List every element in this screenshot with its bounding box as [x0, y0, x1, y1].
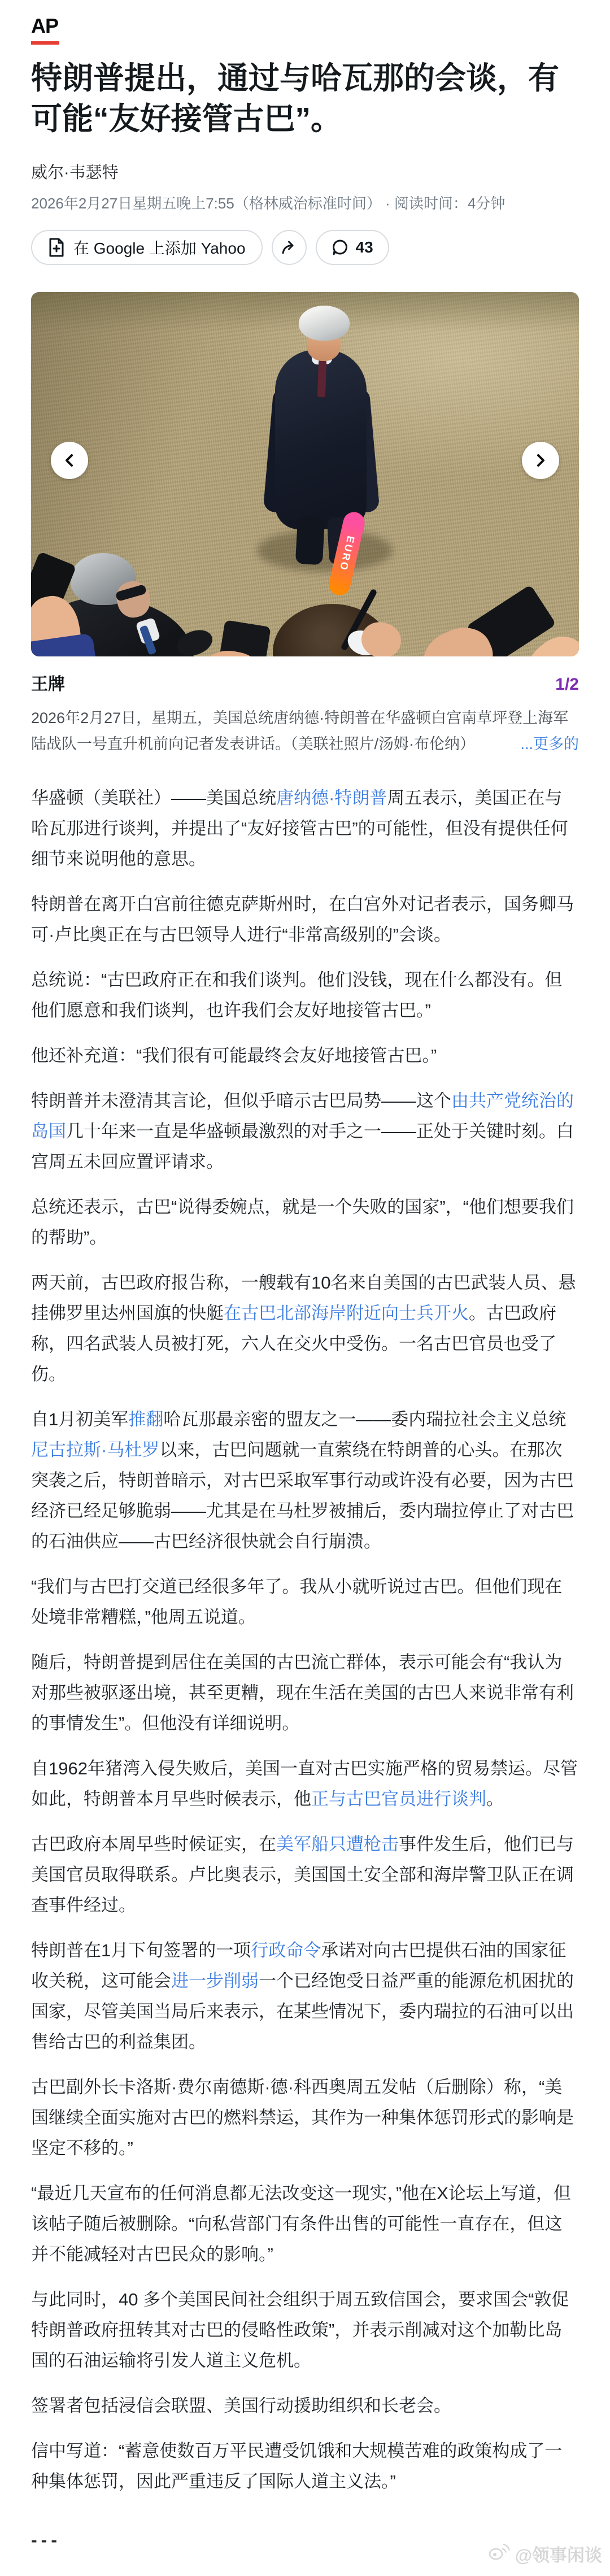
- comments-button[interactable]: [316, 230, 389, 265]
- inline-link[interactable]: 在古巴北部海岸附近向士兵开火: [224, 1303, 469, 1323]
- text-segment: 与此同时，40 多个美国民间社会组织于周五致信国会，要求国会“敦促特朗普政府扭转其对古巴的侵略性政策”，并表示削减对这个加勒比岛国的石油运输将引发人道主义危机。: [31, 2289, 569, 2370]
- add-to-google-button[interactable]: [31, 230, 263, 265]
- text-segment: 总统还表示，古巴“说得委婉点，就是一个失败的国家”，“他们想要我们的帮助”。: [31, 1196, 574, 1247]
- paragraph: [31, 1829, 579, 1921]
- text-segment: 周五表示，美国正在与哈瓦那进行谈判，并提出了“友好接管古巴”的可能性，但没有提供任何细节来说明他的意思。: [31, 787, 568, 869]
- inline-link[interactable]: 进一步削弱: [171, 1970, 259, 1991]
- paragraph: [31, 965, 579, 1026]
- paragraph: [31, 1192, 579, 1253]
- text-segment: 。古巴政府称，四名武装人员被打死，六人在交火中受伤。一名古巴官员也受了伤。: [31, 1303, 556, 1384]
- carousel-next-button[interactable]: [522, 442, 559, 479]
- mic-brand-label: EURO: [337, 534, 357, 573]
- text-segment: 自1月初美军: [31, 1409, 129, 1429]
- inline-link[interactable]: 由共产党统治的岛国: [31, 1090, 574, 1141]
- article-end-mark: ---: [31, 2529, 61, 2550]
- ap-logo-underline: [31, 41, 59, 45]
- inline-link[interactable]: 唐纳德·特朗普: [276, 787, 387, 808]
- action-bar: [31, 230, 579, 265]
- comments-count: 43: [355, 238, 373, 256]
- text-segment: 古巴政府本周早些时候证实，在: [31, 1834, 276, 1854]
- ap-logo: AP: [31, 14, 59, 37]
- text-segment: 总统说：“古巴政府正在和我们谈判。他们没钱，现在什么都没有。但他们愿意和我们谈判，也许我们会友好地接管古巴。”: [31, 969, 563, 1020]
- share-icon: [280, 239, 298, 256]
- paragraph: [31, 889, 579, 950]
- watermark-handle: @领事闲谈: [515, 2545, 602, 2565]
- paragraph: [31, 1268, 579, 1390]
- text-segment: 。: [486, 1789, 504, 1809]
- paragraph: [31, 1753, 579, 1814]
- paragraph: [31, 2391, 579, 2421]
- text-segment: “最近几天宣布的任何消息都无法改变这一现实，”他在X论坛上写道，但该帖子随后被删除。“向私营部门有条件出售的可能性一直存在，但这并不能减轻对古巴民众的影响。”: [31, 2183, 571, 2264]
- paragraph: [31, 1647, 579, 1739]
- inline-link[interactable]: 尼古拉斯·马杜罗: [31, 1439, 160, 1460]
- caption-header: [31, 670, 579, 695]
- article-body: [31, 783, 579, 2497]
- author-byline: 威尔·韦瑟特: [31, 163, 119, 182]
- share-button[interactable]: [272, 230, 307, 265]
- text-segment: 特朗普并未澄清其言论，但似乎暗示古巴局势——这个: [31, 1090, 451, 1111]
- add-to-google-label: 在 Google 上添加 Yahoo: [73, 239, 246, 257]
- text-segment: 承诺对向古巴提供石油的国家征收关税，这可能会: [31, 1940, 567, 1991]
- text-segment: 自1962年猪湾入侵失败后，美国一直对古巴实施严格的贸易禁运。尽管如此，特朗普本月早些时候表示，他: [31, 1758, 578, 1809]
- inline-link[interactable]: 行政命令: [251, 1940, 321, 1960]
- carousel-prev-button[interactable]: [51, 442, 88, 479]
- text-segment: 签署者包括浸信会联盟、美国行动援助组织和长老会。: [31, 2395, 451, 2416]
- text-segment: “我们与古巴打交道已经很多年了。我从小就听说过古巴。但他们现在处境非常糟糕，”他周五说道。: [31, 1576, 563, 1627]
- caption-title: 王牌: [31, 675, 65, 694]
- paragraph: [31, 1572, 579, 1633]
- comment-bubble-icon: [332, 239, 348, 256]
- paragraph: [31, 2072, 579, 2164]
- caption-text: 2026年2月27日，星期五，美国总统唐纳德·特朗普在华盛顿白宫南草坪登上海军陆战队一号直升机前向记者发表讲话。（美联社照片/汤姆·布伦纳）: [31, 709, 569, 752]
- page-title: 特朗普提出，通过与哈瓦那的会谈，有可能“友好接管古巴”。: [31, 60, 560, 136]
- date-readtime: 2026年2月27日星期五晚上7:55（格林威治标准时间） · 阅读时间：4分钟: [31, 194, 506, 212]
- paragraph: [31, 2178, 579, 2270]
- text-segment: 哈瓦那最亲密的盟友之一——委内瑞拉社会主义总统: [163, 1409, 567, 1429]
- paragraph: [31, 1086, 579, 1177]
- text-segment: 古巴副外长卡洛斯·费尔南德斯·德·科西奥周五发帖（后删除）称，“美国继续全面实施对古巴的燃料禁运，其作为一种集体惩罚形式的影响是坚定不移的。”: [31, 2077, 574, 2158]
- article-photo: [31, 292, 579, 656]
- text-segment: 信中写道：“蓄意使数百万平民遭受饥饿和大规模苦难的政策构成了一种集体惩罚，因此严重违反了国际人道主义法。”: [31, 2440, 563, 2491]
- text-segment: 特朗普在离开白宫前往德克萨斯州时，在白宫外对记者表示，国务卿马可·卢比奥正在与古巴领导人进行“非常高级别的”会谈。: [31, 894, 574, 945]
- inline-link[interactable]: 推翻: [128, 1409, 164, 1429]
- document-add-icon: [48, 238, 65, 257]
- text-segment: 特朗普在1月下旬签署的一项: [31, 1940, 251, 1960]
- photo-caption: [31, 705, 579, 757]
- weibo-logo-icon: [488, 2542, 511, 2566]
- paragraph: [31, 2285, 579, 2376]
- paragraph: [31, 783, 579, 874]
- inline-link[interactable]: 美军船只遭枪击: [276, 1834, 399, 1854]
- paragraph: [31, 1935, 579, 2057]
- text-segment: 一个已经饱受日益严重的能源危机困扰的国家，尽管美国当局后来表示，在某些情况下，委内瑞拉的石油可以出售给古巴的利益集团。: [31, 1970, 574, 2052]
- inline-link[interactable]: 正与古巴官员进行谈判: [311, 1789, 486, 1809]
- chevron-left-icon: [62, 452, 77, 469]
- text-segment: 以来，古巴问题就一直萦绕在特朗普的心头。在那次突袭之后，特朗普暗示，对古巴采取军事行动或许没有必要，因为古巴经济已经足够脆弱——尤其是在马杜罗被捕后，委内瑞拉停止了对古巴的石油供应——古巴经济很快就会自行崩溃。: [31, 1439, 574, 1551]
- text-segment: 两天前，古巴政府报告称，一艘载有10名来自美国的古巴武装人员、悬挂佛罗里达州国旗的快艇: [31, 1272, 576, 1323]
- paragraph: [31, 2436, 579, 2497]
- chevron-right-icon: [533, 452, 548, 469]
- caption-more-link[interactable]: ...更多的: [516, 731, 579, 757]
- paragraph: [31, 1404, 579, 1557]
- text-segment: 随后，特朗普提到居住在美国的古巴流亡群体，表示可能会有“我认为对那些被驱逐出境，甚至更糟，现在生活在美国的古巴人来说非常有利的事情发生”。但他没有详细说明。: [31, 1652, 574, 1733]
- text-segment: 华盛顿（美联社）——美国总统: [31, 787, 276, 808]
- weibo-watermark: [488, 2541, 602, 2566]
- text-segment: 事件发生后，他们已与美国官员取得联系。卢比奥表示，美国国土安全部和海岸警卫队正在调查事件经过。: [31, 1834, 574, 1915]
- text-segment: 几十年来一直是华盛顿最激烈的对手之一——正处于关键时刻。白宫周五未回应置评请求。: [31, 1121, 574, 1172]
- carousel-page-indicator: 1/2: [555, 675, 579, 694]
- photo-trump-leg: [295, 516, 325, 565]
- paragraph: [31, 1041, 579, 1071]
- text-segment: 他还补充道：“我们很有可能最终会友好地接管古巴。”: [31, 1045, 437, 1065]
- photo-figure-shadow: [257, 529, 393, 572]
- photo-trump-hair: [299, 306, 350, 341]
- photo-trump-tie: [317, 360, 326, 397]
